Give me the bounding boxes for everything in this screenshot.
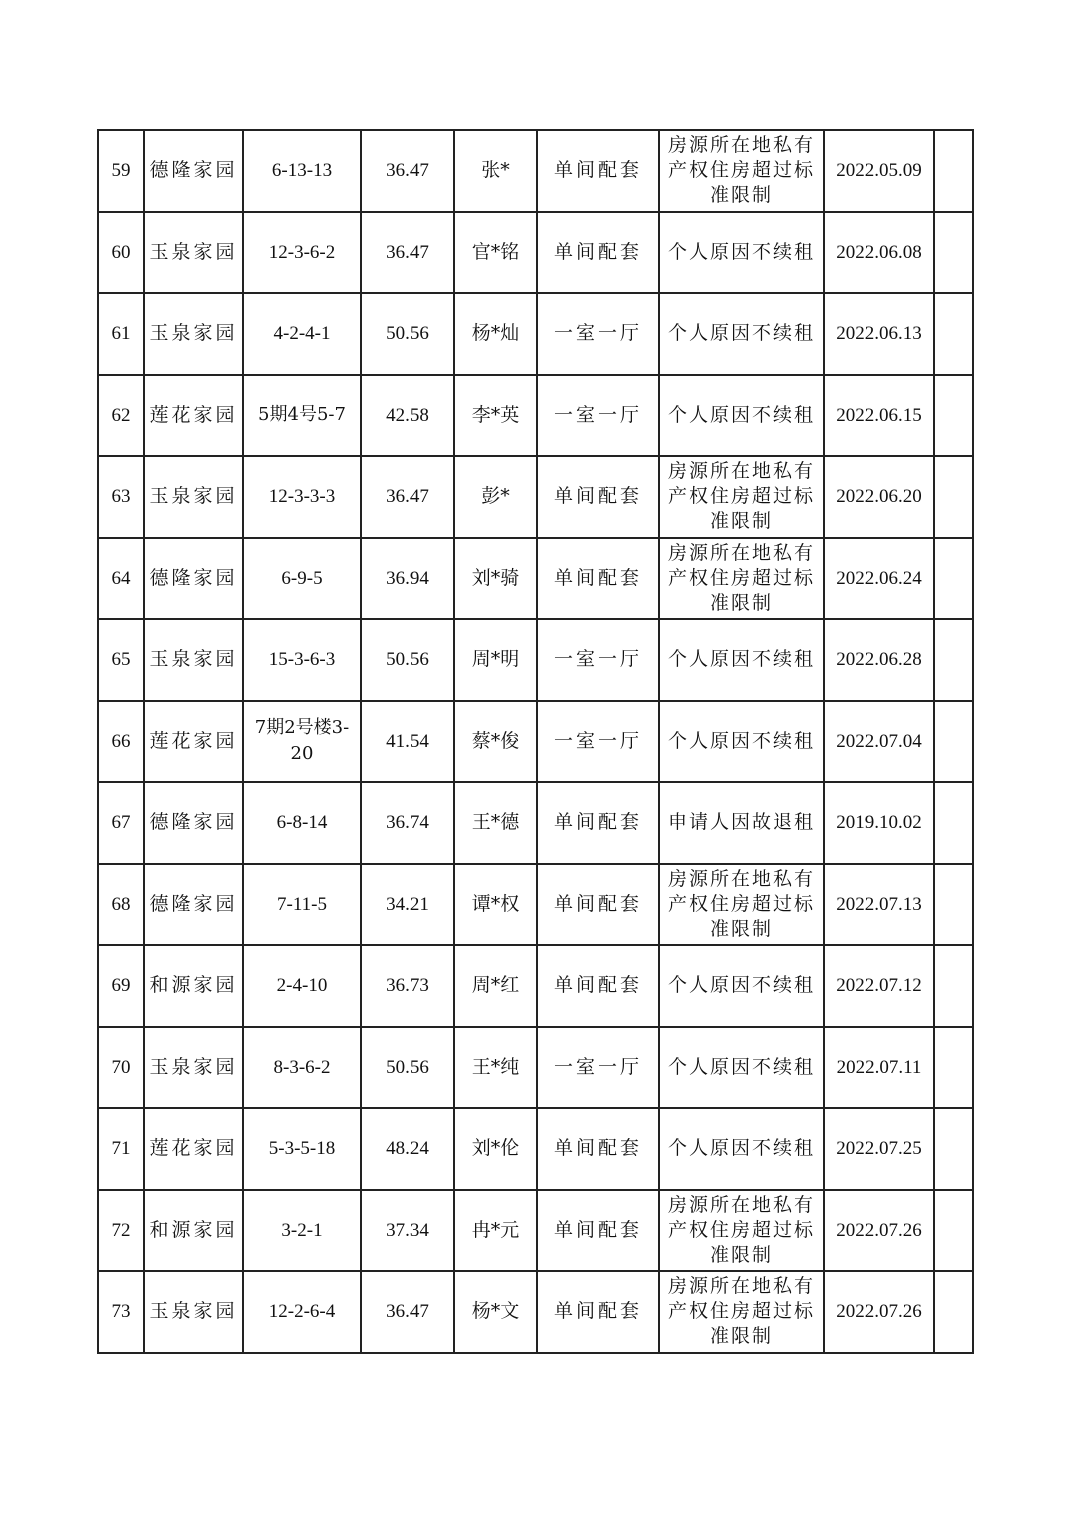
- room-type-cell: 单间配套: [537, 1108, 659, 1190]
- room-type-cell: 一室一厅: [537, 1027, 659, 1109]
- area-cell: 36.47: [361, 456, 454, 538]
- tenant-cell: 刘*伦: [454, 1108, 537, 1190]
- unit-cell: 2-4-10: [243, 945, 361, 1027]
- date-cell: 2022.06.24: [824, 538, 934, 620]
- reason-cell: 个人原因不续租: [659, 701, 824, 783]
- estate-cell: 德隆家园: [144, 782, 243, 864]
- note-cell: [934, 212, 973, 294]
- estate-cell: 玉泉家园: [144, 212, 243, 294]
- date-cell: 2022.06.20: [824, 456, 934, 538]
- estate-cell: 玉泉家园: [144, 619, 243, 701]
- date-cell: 2022.06.28: [824, 619, 934, 701]
- note-cell: [934, 1271, 973, 1353]
- table-row: [98, 212, 973, 294]
- table-row: [98, 375, 973, 457]
- tenant-cell: 王*纯: [454, 1027, 537, 1109]
- note-cell: [934, 375, 973, 457]
- area-cell: 36.47: [361, 212, 454, 294]
- unit-cell: 6-13-13: [243, 130, 361, 212]
- room-type-cell: 一室一厅: [537, 701, 659, 783]
- row-number-cell: 73: [98, 1271, 144, 1353]
- reason-cell: 房源所在地私有产权住房超过标准限制: [659, 130, 824, 212]
- date-cell: 2022.07.25: [824, 1108, 934, 1190]
- unit-cell: 5-3-5-18: [243, 1108, 361, 1190]
- row-number-cell: 69: [98, 945, 144, 1027]
- table-row: [98, 864, 973, 946]
- estate-cell: 莲花家园: [144, 375, 243, 457]
- estate-cell: 德隆家园: [144, 538, 243, 620]
- note-cell: [934, 864, 973, 946]
- note-cell: [934, 701, 973, 783]
- unit-cell: 4-2-4-1: [243, 293, 361, 375]
- tenant-cell: 彭*: [454, 456, 537, 538]
- note-cell: [934, 456, 973, 538]
- note-cell: [934, 1190, 973, 1272]
- room-type-cell: 一室一厅: [537, 619, 659, 701]
- note-cell: [934, 1027, 973, 1109]
- note-cell: [934, 1108, 973, 1190]
- tenant-cell: 蔡*俊: [454, 701, 537, 783]
- area-cell: 36.47: [361, 1271, 454, 1353]
- room-type-cell: 单间配套: [537, 782, 659, 864]
- area-cell: 37.34: [361, 1190, 454, 1272]
- tenant-cell: 张*: [454, 130, 537, 212]
- area-cell: 36.74: [361, 782, 454, 864]
- note-cell: [934, 619, 973, 701]
- unit-cell: 8-3-6-2: [243, 1027, 361, 1109]
- row-number-cell: 68: [98, 864, 144, 946]
- date-cell: 2022.05.09: [824, 130, 934, 212]
- area-cell: 36.47: [361, 130, 454, 212]
- area-cell: 42.58: [361, 375, 454, 457]
- date-cell: 2022.07.13: [824, 864, 934, 946]
- reason-cell: 个人原因不续租: [659, 212, 824, 294]
- row-number-cell: 63: [98, 456, 144, 538]
- estate-cell: 玉泉家园: [144, 456, 243, 538]
- estate-cell: 和源家园: [144, 1190, 243, 1272]
- note-cell: [934, 945, 973, 1027]
- area-cell: 50.56: [361, 1027, 454, 1109]
- area-cell: 36.94: [361, 538, 454, 620]
- row-number-cell: 61: [98, 293, 144, 375]
- tenant-cell: 杨*灿: [454, 293, 537, 375]
- note-cell: [934, 538, 973, 620]
- unit-cell: 12-3-6-2: [243, 212, 361, 294]
- unit-cell: 5期4号5-7: [243, 375, 361, 457]
- row-number-cell: 65: [98, 619, 144, 701]
- table-body: [98, 130, 973, 1353]
- reason-cell: 个人原因不续租: [659, 1108, 824, 1190]
- table-row: [98, 538, 973, 620]
- room-type-cell: 单间配套: [537, 864, 659, 946]
- date-cell: 2022.07.26: [824, 1271, 934, 1353]
- note-cell: [934, 130, 973, 212]
- reason-cell: 个人原因不续租: [659, 293, 824, 375]
- room-type-cell: 单间配套: [537, 1271, 659, 1353]
- reason-cell: 房源所在地私有产权住房超过标准限制: [659, 1271, 824, 1353]
- room-type-cell: 单间配套: [537, 538, 659, 620]
- row-number-cell: 59: [98, 130, 144, 212]
- date-cell: 2022.07.26: [824, 1190, 934, 1272]
- unit-cell: 6-9-5: [243, 538, 361, 620]
- row-number-cell: 62: [98, 375, 144, 457]
- room-type-cell: 一室一厅: [537, 293, 659, 375]
- estate-cell: 德隆家园: [144, 864, 243, 946]
- unit-cell: 15-3-6-3: [243, 619, 361, 701]
- table-row: [98, 619, 973, 701]
- tenant-cell: 杨*文: [454, 1271, 537, 1353]
- table-row: [98, 1108, 973, 1190]
- reason-cell: 房源所在地私有产权住房超过标准限制: [659, 864, 824, 946]
- unit-cell: 3-2-1: [243, 1190, 361, 1272]
- reason-cell: 个人原因不续租: [659, 619, 824, 701]
- unit-cell: 12-3-3-3: [243, 456, 361, 538]
- row-number-cell: 64: [98, 538, 144, 620]
- table-row: [98, 782, 973, 864]
- unit-cell: 7期2号楼3-20: [243, 701, 361, 783]
- estate-cell: 玉泉家园: [144, 1271, 243, 1353]
- room-type-cell: 单间配套: [537, 1190, 659, 1272]
- tenant-cell: 周*红: [454, 945, 537, 1027]
- table-row: [98, 293, 973, 375]
- date-cell: 2022.06.13: [824, 293, 934, 375]
- area-cell: 36.73: [361, 945, 454, 1027]
- row-number-cell: 67: [98, 782, 144, 864]
- row-number-cell: 70: [98, 1027, 144, 1109]
- area-cell: 41.54: [361, 701, 454, 783]
- table-row: [98, 1027, 973, 1109]
- room-type-cell: 一室一厅: [537, 375, 659, 457]
- reason-cell: 房源所在地私有产权住房超过标准限制: [659, 538, 824, 620]
- reason-cell: 房源所在地私有产权住房超过标准限制: [659, 456, 824, 538]
- tenant-cell: 王*德: [454, 782, 537, 864]
- date-cell: 2019.10.02: [824, 782, 934, 864]
- area-cell: 48.24: [361, 1108, 454, 1190]
- table-row: [98, 456, 973, 538]
- tenant-cell: 刘*骑: [454, 538, 537, 620]
- reason-cell: 个人原因不续租: [659, 375, 824, 457]
- unit-cell: 7-11-5: [243, 864, 361, 946]
- date-cell: 2022.07.12: [824, 945, 934, 1027]
- table-row: [98, 130, 973, 212]
- room-type-cell: 单间配套: [537, 456, 659, 538]
- reason-cell: 申请人因故退租: [659, 782, 824, 864]
- room-type-cell: 单间配套: [537, 945, 659, 1027]
- estate-cell: 玉泉家园: [144, 1027, 243, 1109]
- estate-cell: 莲花家园: [144, 1108, 243, 1190]
- date-cell: 2022.06.15: [824, 375, 934, 457]
- table-row: [98, 701, 973, 783]
- room-type-cell: 单间配套: [537, 130, 659, 212]
- reason-cell: 房源所在地私有产权住房超过标准限制: [659, 1190, 824, 1272]
- reason-cell: 个人原因不续租: [659, 1027, 824, 1109]
- row-number-cell: 71: [98, 1108, 144, 1190]
- estate-cell: 和源家园: [144, 945, 243, 1027]
- area-cell: 50.56: [361, 619, 454, 701]
- area-cell: 34.21: [361, 864, 454, 946]
- tenant-cell: 李*英: [454, 375, 537, 457]
- date-cell: 2022.06.08: [824, 212, 934, 294]
- table-row: [98, 1190, 973, 1272]
- note-cell: [934, 293, 973, 375]
- tenant-cell: 冉*元: [454, 1190, 537, 1272]
- tenant-cell: 谭*权: [454, 864, 537, 946]
- table-row: [98, 1271, 973, 1353]
- date-cell: 2022.07.11: [824, 1027, 934, 1109]
- table-row: [98, 945, 973, 1027]
- room-type-cell: 单间配套: [537, 212, 659, 294]
- unit-cell: 6-8-14: [243, 782, 361, 864]
- row-number-cell: 60: [98, 212, 144, 294]
- row-number-cell: 72: [98, 1190, 144, 1272]
- tenant-cell: 周*明: [454, 619, 537, 701]
- estate-cell: 玉泉家园: [144, 293, 243, 375]
- date-cell: 2022.07.04: [824, 701, 934, 783]
- area-cell: 50.56: [361, 293, 454, 375]
- note-cell: [934, 782, 973, 864]
- estate-cell: 莲花家园: [144, 701, 243, 783]
- estate-cell: 德隆家园: [144, 130, 243, 212]
- reason-cell: 个人原因不续租: [659, 945, 824, 1027]
- row-number-cell: 66: [98, 701, 144, 783]
- tenant-cell: 官*铭: [454, 212, 537, 294]
- unit-cell: 12-2-6-4: [243, 1271, 361, 1353]
- housing-exit-table: [97, 129, 974, 1354]
